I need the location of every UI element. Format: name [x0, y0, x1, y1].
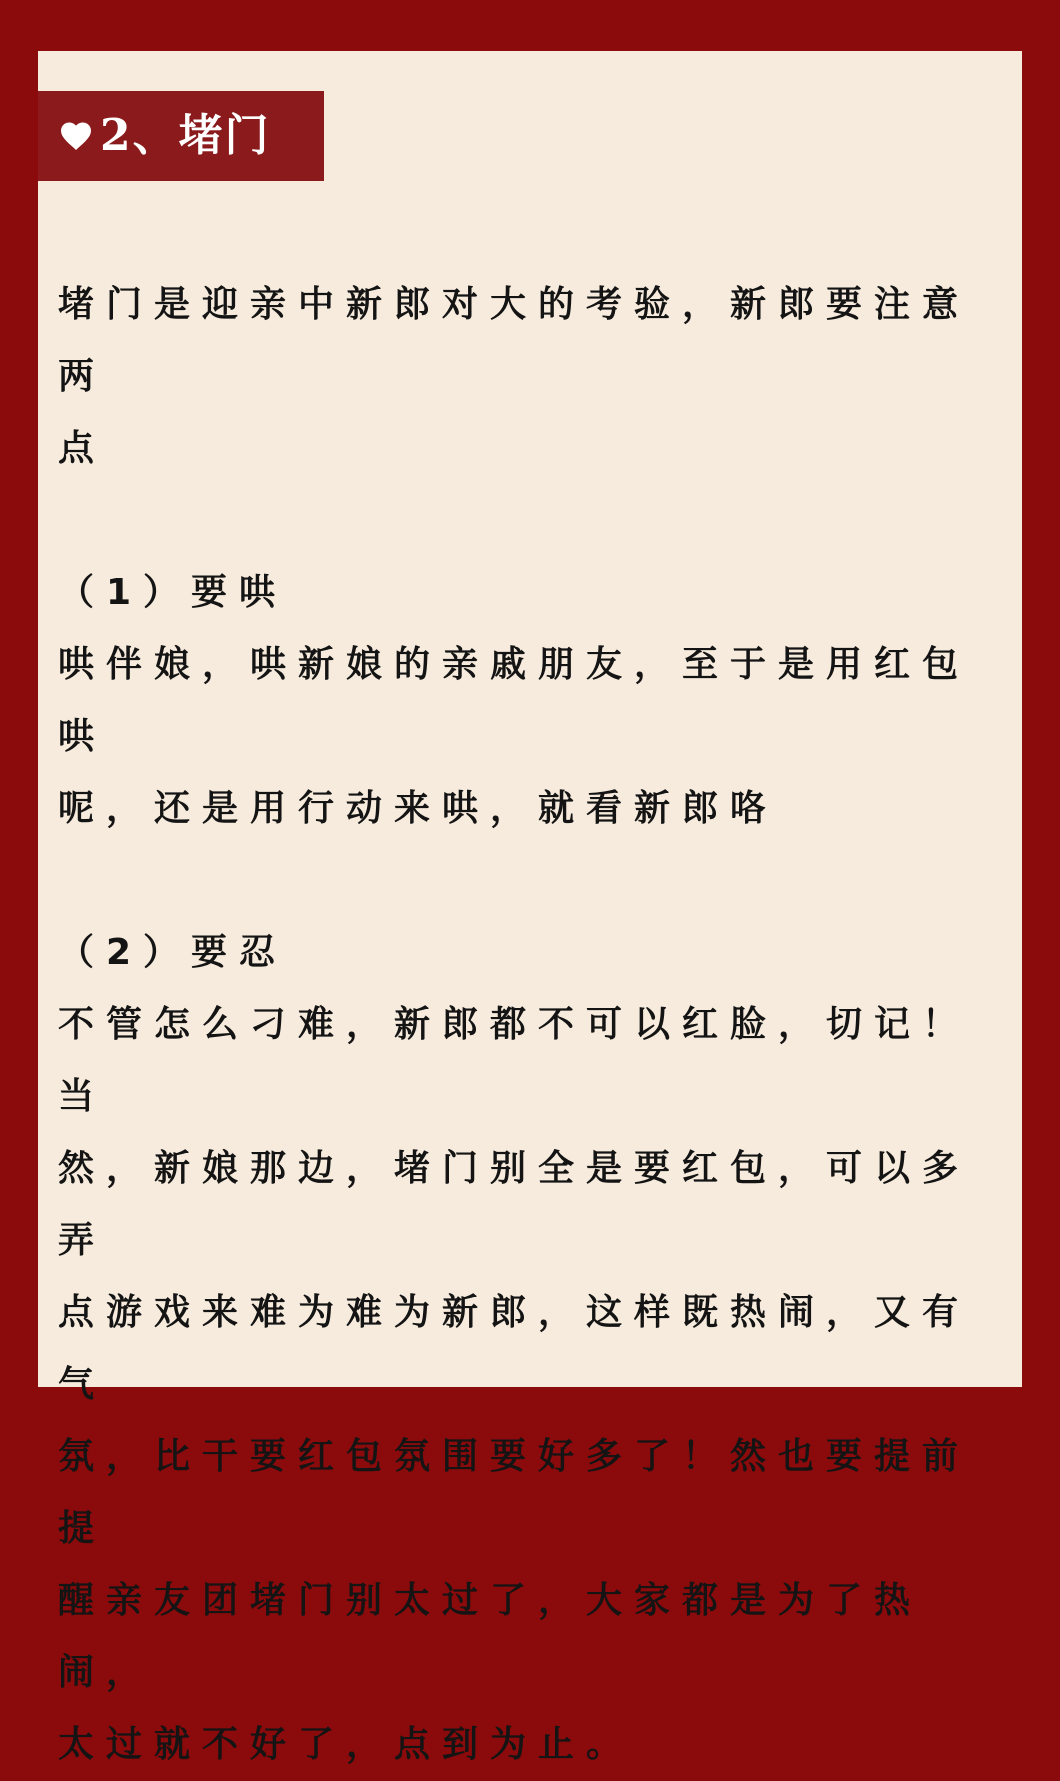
section-title: 2、堵门 — [100, 110, 271, 161]
point-line: 太过就不好了，点到为止。 — [58, 1724, 635, 1765]
point-line: 不管怎么刁难，新郎都不可以红脸，切记！当 — [58, 1004, 971, 1117]
paragraph-spacer — [58, 845, 1004, 917]
intro-line: 点 — [58, 428, 107, 469]
point-line: 哄伴娘，哄新娘的亲戚朋友，至于是用红包哄 — [58, 644, 971, 757]
section-title-band — [38, 91, 324, 181]
point-line: 氛，比干要红包氛围要好多了！然也要提前提 — [58, 1436, 971, 1549]
point-line: 醒亲友团堵门别太过了，大家都是为了热闹， — [58, 1580, 923, 1693]
heart-icon — [58, 118, 94, 154]
paragraph-spacer — [58, 485, 1004, 557]
point-line: 然，新娘那边，堵门别全是要红包，可以多弄 — [58, 1148, 971, 1261]
intro-line: 堵门是迎亲中新郎对大的考验，新郎要注意两 — [58, 284, 971, 397]
point-heading: （1）要哄 — [58, 572, 288, 613]
point-line: 呢，还是用行动来哄，就看新郎咯 — [58, 788, 779, 829]
point-line: 点游戏来难为难为新郎，这样既热闹，又有气 — [58, 1292, 971, 1405]
content-card — [38, 51, 1022, 1765]
article-body — [58, 269, 1004, 1781]
point-heading: （2）要忍 — [58, 932, 288, 973]
